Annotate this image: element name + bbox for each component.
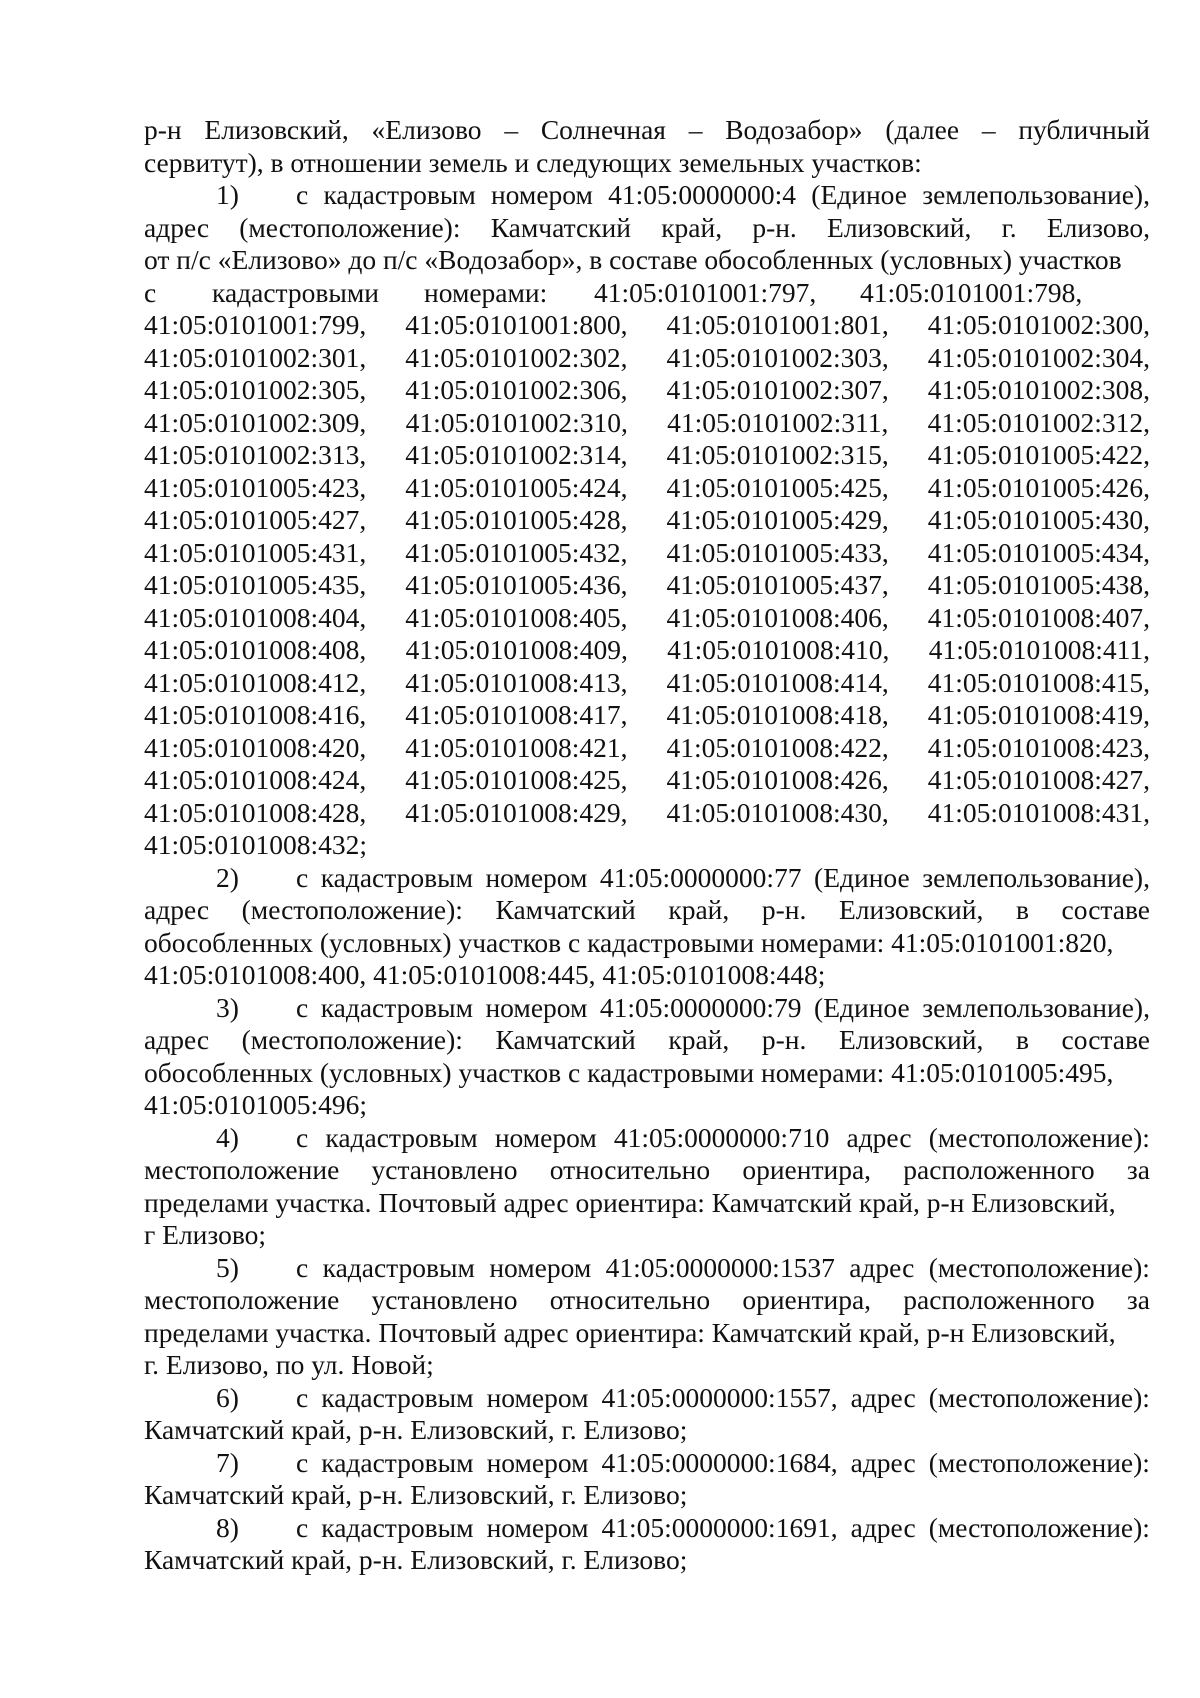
word: 41:05:0000000:710 xyxy=(613,1121,830,1153)
word: (местоположение): xyxy=(928,1121,1150,1153)
cadastral-row xyxy=(144,537,1150,570)
item-4-line-1 xyxy=(144,1122,1150,1155)
word: 41:05:0000000:4 xyxy=(608,179,797,210)
item-8-line-1 xyxy=(144,1512,1150,1545)
item-5-number: 5) xyxy=(216,1251,239,1283)
cadastral-number: 41:05:0101008:421, xyxy=(405,731,628,763)
word: с xyxy=(296,1381,309,1413)
cadastral-number: 41:05:0101005:437, xyxy=(666,569,889,600)
word: номером xyxy=(486,1446,589,1478)
word: р-н. xyxy=(752,211,797,243)
word: р-н xyxy=(144,114,182,145)
item-7-line-1-text xyxy=(296,1447,1150,1480)
cadastral-number: 41:05:0101005:435, xyxy=(144,569,367,600)
cadastral-number: 41:05:0101001:801, xyxy=(666,309,889,340)
word: составе xyxy=(1061,894,1150,925)
item-1-line-3: от п/с «Елизово» до п/с «Водозабор», в составе обособленных (условных) участков xyxy=(144,244,1122,275)
word: «Елизово xyxy=(371,114,482,145)
cadastral-number: 41:05:0101005:433, xyxy=(666,536,889,568)
word: кадастровым xyxy=(325,1121,478,1153)
cadastral-row xyxy=(144,667,1150,700)
word: (Единое xyxy=(814,861,910,893)
word: адрес xyxy=(850,1446,916,1478)
cadastral-number: 41:05:0101008:410, xyxy=(667,634,890,665)
item-2-line-3: обособленных (условных) участков с кадастровыми номерами: 41:05:0101001:820, xyxy=(144,926,1114,958)
word: Елизовский, xyxy=(838,894,984,925)
cadastral-row xyxy=(144,309,1150,342)
item-3-line-1 xyxy=(144,992,1150,1025)
word: с xyxy=(296,1446,309,1478)
cadastral-number: 41:05:0101008:413, xyxy=(405,666,628,698)
word: Елизовский, xyxy=(838,1024,984,1055)
item-6-line-1 xyxy=(144,1382,1150,1415)
word: (далее xyxy=(885,114,960,145)
word: (местоположение): xyxy=(928,1446,1150,1478)
word: с xyxy=(296,1511,309,1543)
word: (местоположение): xyxy=(241,1024,463,1055)
word: с xyxy=(296,861,309,893)
cadastral-number: 41:05:0101005:431, xyxy=(144,536,367,568)
item-1-line-2 xyxy=(144,212,1150,245)
cadastral-number: 41:05:0101005:432, xyxy=(405,536,628,568)
item-6-number: 6) xyxy=(216,1381,239,1413)
item-3-line-1-text xyxy=(296,992,1150,1025)
word: край, xyxy=(661,211,723,243)
cadastral-number: 41:05:0101008:415, xyxy=(927,666,1150,698)
cadastral-number: 41:05:0101008:418, xyxy=(666,699,889,730)
word: номером xyxy=(485,991,588,1023)
item-6-line-2: Камчатский край, р-н. Елизовский, г. Елизово; xyxy=(144,1414,688,1445)
word: адрес xyxy=(144,894,210,925)
cadastral-row xyxy=(144,699,1150,732)
cadastral-number: 41:05:0101002:304, xyxy=(927,341,1150,373)
cadastral-number: 41:05:0101008:427, xyxy=(927,764,1150,795)
cadastral-number: 41:05:0101002:308, xyxy=(927,374,1150,405)
cadastral-number: 41:05:0101005:438, xyxy=(927,569,1150,600)
cadastral-number: 41:05:0101008:409, xyxy=(405,634,628,665)
cadastral-number: 41:05:0101002:311, xyxy=(667,406,889,438)
item-7-line-1 xyxy=(144,1447,1150,1480)
cadastral-row xyxy=(144,342,1150,375)
word: кадастровым xyxy=(320,991,473,1023)
item-3-number: 3) xyxy=(216,991,239,1023)
word: местоположение xyxy=(144,1284,340,1315)
cadastral-number: 41:05:0101001:800, xyxy=(405,309,628,340)
item-4-line-4: г Елизово; xyxy=(144,1219,267,1250)
word: с xyxy=(296,991,309,1023)
item-2-line-1-text xyxy=(296,862,1150,895)
word: 41:05:0000000:77 xyxy=(599,861,802,893)
word: – xyxy=(504,114,519,145)
word: р-н. xyxy=(761,1024,807,1055)
word: кадастровым xyxy=(321,1446,474,1478)
word: в xyxy=(1015,1024,1029,1055)
cadastral-number: 41:05:0101008:406, xyxy=(666,601,889,633)
word: (местоположение): xyxy=(928,1511,1150,1543)
item-5-line-1-text xyxy=(296,1252,1150,1285)
word: кадастровым xyxy=(323,179,476,210)
item-6-line-1-text xyxy=(296,1382,1150,1415)
item-8-line-1-text xyxy=(296,1512,1150,1545)
cadastral-number: 41:05:0101002:309, xyxy=(144,406,367,438)
item-1-line-4 xyxy=(144,277,1150,310)
item-2-line-2 xyxy=(144,894,1150,927)
cadastral-number: 41:05:0101008:408, xyxy=(144,634,367,665)
cadastral-number: 41:05:0101008:407, xyxy=(927,601,1150,633)
intro-line-1 xyxy=(144,114,1150,147)
word: адрес xyxy=(849,1251,915,1283)
word: Водозабор» xyxy=(725,114,863,145)
word: с xyxy=(296,179,309,210)
word: 41:05:0000000:1557, xyxy=(601,1381,838,1413)
cadastral-number: 41:05:0101005:436, xyxy=(405,569,628,600)
word: 41:05:0101001:798, xyxy=(860,276,1083,308)
word: 41:05:0101001:797, xyxy=(594,276,817,308)
word: кадастровым xyxy=(321,1381,474,1413)
item-7-line-2: Камчатский край, р-н. Елизовский, г. Елизово; xyxy=(144,1479,688,1510)
item-3-line-2 xyxy=(144,1024,1150,1057)
word: землепользование), xyxy=(922,991,1150,1023)
cadastral-row xyxy=(144,764,1150,797)
cadastral-number: 41:05:0101008:405, xyxy=(405,601,628,633)
item-3-line-4: 41:05:0101005:496; xyxy=(144,1089,368,1120)
cadastral-number: 41:05:0101002:303, xyxy=(666,341,889,373)
cadastral-row xyxy=(144,439,1150,472)
cadastral-number: 41:05:0101008:412, xyxy=(144,666,367,698)
word: номером xyxy=(485,861,588,893)
word: край, xyxy=(668,1024,730,1055)
cadastral-number: 41:05:0101005:427, xyxy=(144,504,367,535)
cadastral-number: 41:05:0101008:404, xyxy=(144,601,367,633)
word: относительно xyxy=(549,1284,711,1315)
cadastral-row xyxy=(144,504,1150,537)
word: в xyxy=(1015,894,1029,925)
word: – xyxy=(688,114,703,145)
cadastral-number: 41:05:0101008:411, xyxy=(928,634,1150,665)
word: Камчатский xyxy=(495,1024,636,1055)
item-2-line-1 xyxy=(144,862,1150,895)
item-7-number: 7) xyxy=(216,1446,239,1478)
word: кадастровым xyxy=(321,1511,474,1543)
word: (Единое xyxy=(814,991,910,1023)
item-1-line-1-text xyxy=(296,179,1150,212)
word: кадастровым xyxy=(322,1251,475,1283)
word: расположенного xyxy=(903,1154,1095,1185)
word: (местоположение): xyxy=(928,1251,1150,1283)
word: Камчатский xyxy=(495,894,636,925)
cadastral-number: 41:05:0101008:416, xyxy=(144,699,367,730)
cadastral-number: 41:05:0101005:424, xyxy=(405,471,628,503)
item-4-line-1-text xyxy=(296,1122,1150,1155)
word: 41:05:0000000:1684, xyxy=(601,1446,838,1478)
cadastral-number: 41:05:0101002:315, xyxy=(666,439,889,470)
item-2-line-4: 41:05:0101008:400, 41:05:0101008:445, 41:05:0101008:448; xyxy=(144,959,826,990)
word: расположенного xyxy=(903,1284,1095,1315)
cadastral-number: 41:05:0101008:424, xyxy=(144,764,367,795)
cadastral-number: 41:05:0101005:428, xyxy=(405,504,628,535)
cadastral-number: 41:05:0101008:420, xyxy=(144,731,367,763)
word: адрес xyxy=(850,1381,916,1413)
cadastral-number-grid xyxy=(144,309,1150,829)
cadastral-number: 41:05:0101002:306, xyxy=(405,374,628,405)
cadastral-number: 41:05:0101008:430, xyxy=(666,796,889,828)
word: Камчатский xyxy=(490,211,631,243)
word: с xyxy=(296,1251,309,1283)
item-4-number: 4) xyxy=(216,1121,239,1153)
word: номерами: xyxy=(424,276,548,308)
word: номером xyxy=(494,1121,597,1153)
word: установлено xyxy=(371,1284,518,1315)
word: с xyxy=(144,276,157,308)
cadastral-number: 41:05:0101005:425, xyxy=(666,471,889,503)
word: относительно xyxy=(549,1154,711,1185)
item-1-line-1 xyxy=(144,179,1150,212)
item-3-line-3: обособленных (условных) участков с кадастровыми номерами: 41:05:0101005:495, xyxy=(144,1056,1114,1088)
cadastral-number: 41:05:0101002:310, xyxy=(405,406,628,438)
word: номером xyxy=(486,1511,589,1543)
cadastral-number: 41:05:0101008:417, xyxy=(405,699,628,730)
cadastral-row xyxy=(144,797,1150,830)
word: за xyxy=(1126,1284,1150,1315)
item-4-line-3: пределами участка. Почтовый адрес ориентира: Камчатский край, р-н Елизовский, xyxy=(144,1186,1116,1218)
word: с xyxy=(296,1121,309,1153)
cadastral-number: 41:05:0101008:431, xyxy=(927,796,1150,828)
cadastral-row xyxy=(144,374,1150,407)
cadastral-number: 41:05:0101002:312, xyxy=(927,406,1150,438)
cadastral-row xyxy=(144,634,1150,667)
cadastral-number: 41:05:0101008:423, xyxy=(927,731,1150,763)
word: 41:05:0000000:1537 xyxy=(605,1251,835,1283)
word: землепользование), xyxy=(922,861,1150,893)
cadastral-number: 41:05:0101002:300, xyxy=(927,309,1150,340)
item-2-number: 2) xyxy=(216,861,239,893)
cadastral-row xyxy=(144,407,1150,440)
word: г. xyxy=(1001,211,1017,243)
item-1-last: 41:05:0101008:432; xyxy=(144,829,368,860)
cadastral-number: 41:05:0101002:307, xyxy=(666,374,889,405)
cadastral-row xyxy=(144,602,1150,635)
word: установлено xyxy=(371,1154,518,1185)
word: адрес xyxy=(846,1121,912,1153)
word: номером xyxy=(486,1381,589,1413)
word: Елизовский, xyxy=(204,114,349,145)
cadastral-number: 41:05:0101008:429, xyxy=(405,796,628,828)
word: (Единое xyxy=(811,179,907,210)
word: адрес xyxy=(850,1511,916,1543)
word: – xyxy=(981,114,996,145)
cadastral-number: 41:05:0101008:425, xyxy=(405,764,628,795)
item-5-line-2 xyxy=(144,1284,1150,1317)
word: ориентира, xyxy=(742,1284,872,1315)
cadastral-number: 41:05:0101001:799, xyxy=(144,309,367,340)
word: кадастровыми xyxy=(212,276,379,308)
cadastral-row xyxy=(144,569,1150,602)
cadastral-number: 41:05:0101002:314, xyxy=(405,439,628,470)
word: ориентира, xyxy=(742,1154,872,1185)
word: р-н. xyxy=(761,894,807,925)
word: местоположение xyxy=(144,1154,340,1185)
cadastral-number: 41:05:0101002:313, xyxy=(144,439,367,470)
word: публичный xyxy=(1018,114,1150,145)
intro-line-2: сервитут), в отношении земель и следующих земельных участков: xyxy=(144,146,922,178)
word: Елизово, xyxy=(1046,211,1150,243)
word: 41:05:0000000:79 xyxy=(599,991,802,1023)
word: землепользование), xyxy=(922,179,1150,210)
cadastral-number: 41:05:0101005:422, xyxy=(927,439,1150,470)
cadastral-number: 41:05:0101008:422, xyxy=(666,731,889,763)
cadastral-row xyxy=(144,732,1150,765)
cadastral-number: 41:05:0101005:429, xyxy=(666,504,889,535)
cadastral-number: 41:05:0101002:301, xyxy=(144,341,367,373)
item-5-line-3: пределами участка. Почтовый адрес ориентира: Камчатский край, р-н Елизовский, xyxy=(144,1316,1116,1348)
word: номером xyxy=(490,179,593,210)
word: номером xyxy=(489,1251,592,1283)
item-4-line-2 xyxy=(144,1154,1150,1187)
cadastral-number: 41:05:0101008:414, xyxy=(666,666,889,698)
word: Солнечная xyxy=(540,114,666,145)
cadastral-number: 41:05:0101002:302, xyxy=(405,341,628,373)
word: составе xyxy=(1061,1024,1150,1055)
item-8-number: 8) xyxy=(216,1511,239,1543)
cadastral-number: 41:05:0101008:428, xyxy=(144,796,367,828)
word: (местоположение): xyxy=(239,211,461,243)
item-5-line-1 xyxy=(144,1252,1150,1285)
word: адрес xyxy=(144,1024,210,1055)
word: край, xyxy=(668,894,730,925)
item-1-number: 1) xyxy=(216,179,239,210)
word: кадастровым xyxy=(320,861,473,893)
cadastral-number: 41:05:0101005:434, xyxy=(927,536,1150,568)
cadastral-number: 41:05:0101005:430, xyxy=(927,504,1150,535)
cadastral-number: 41:05:0101008:419, xyxy=(927,699,1150,730)
cadastral-number: 41:05:0101005:426, xyxy=(927,471,1150,503)
cadastral-number: 41:05:0101008:426, xyxy=(666,764,889,795)
word: 41:05:0000000:1691, xyxy=(601,1511,838,1543)
word: (местоположение): xyxy=(928,1381,1150,1413)
item-8-line-2: Камчатский край, р-н. Елизовский, г. Елизово; xyxy=(144,1544,688,1575)
cadastral-number: 41:05:0101002:305, xyxy=(144,374,367,405)
word: за xyxy=(1126,1154,1150,1185)
item-5-line-4: г. Елизово, по ул. Новой; xyxy=(144,1349,434,1380)
word: адрес xyxy=(144,211,210,243)
document-page xyxy=(144,114,1150,1577)
cadastral-row xyxy=(144,472,1150,505)
word: Елизовский, xyxy=(827,211,972,243)
cadastral-number: 41:05:0101005:423, xyxy=(144,471,367,503)
word: (местоположение): xyxy=(241,894,463,925)
